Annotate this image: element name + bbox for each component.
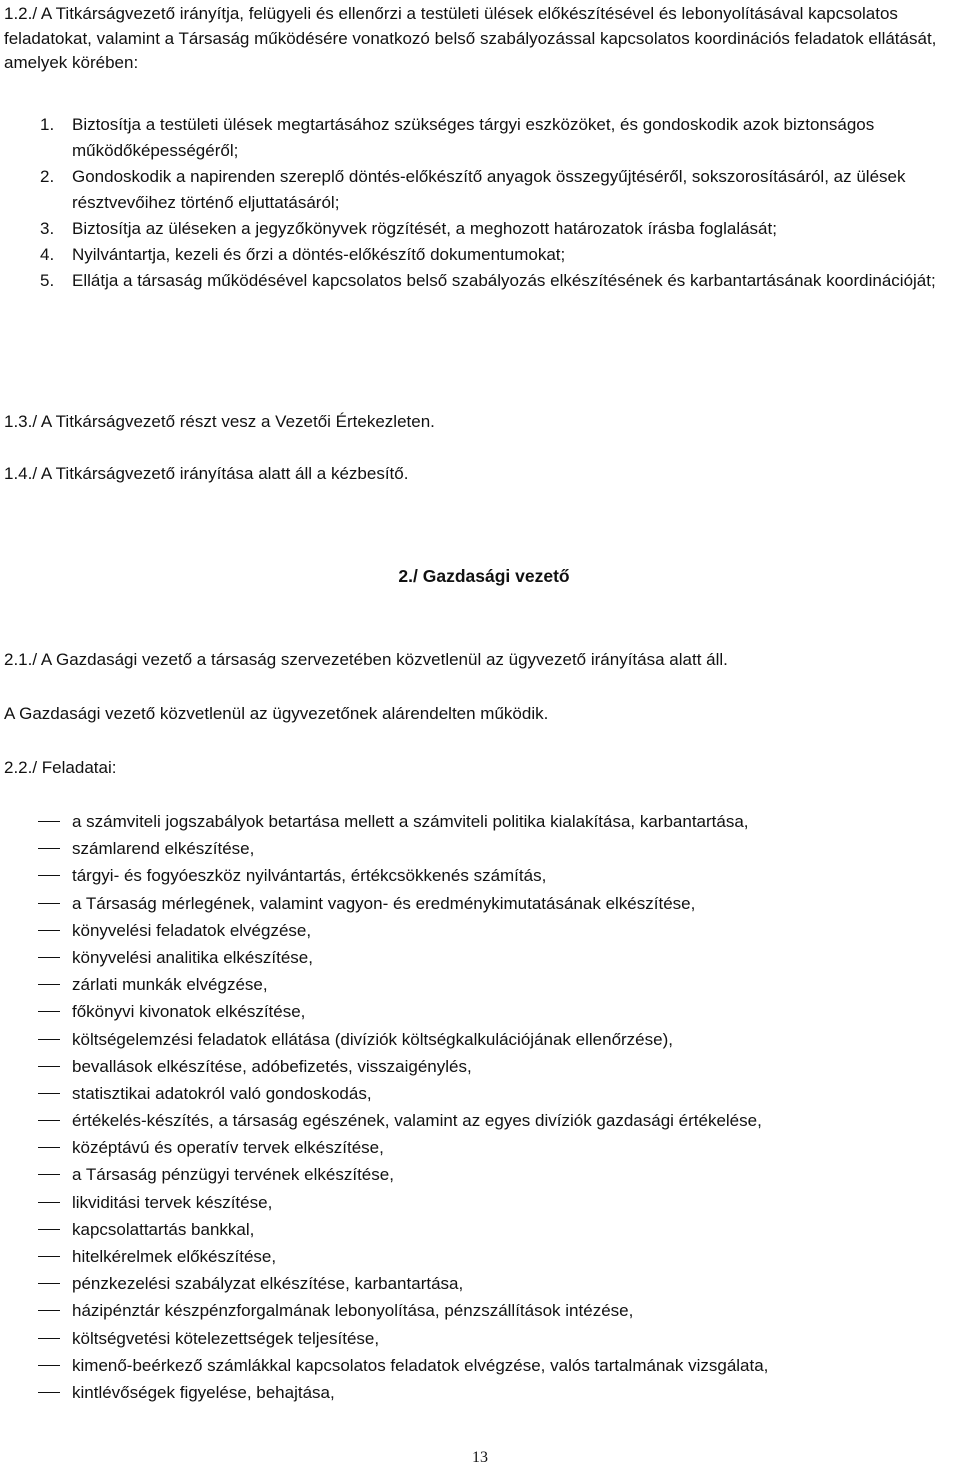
dash-bullet-icon [38,1147,60,1148]
list-item [38,917,952,944]
list-item [38,890,952,917]
list-item-text: könyvelési feladatok elvégzése, [72,920,312,940]
list-item-text: statisztikai adatokról való gondoskodás, [72,1083,372,1103]
section-2-1-subordination-paragraph: A Gazdasági vezető közvetlenül az ügyvezetőnek alárendelten működik. [4,704,549,723]
list-item [38,1243,952,1270]
list-item-number: 3. [40,219,55,238]
section-2-heading: 2./ Gazdasági vezető [398,566,570,586]
list-item [38,998,952,1025]
dash-bullet-icon [38,1338,60,1339]
list-item-text: hitelkérelmek előkészítése, [72,1247,277,1266]
list-item-text: pénzkezelési szabályzat elkészítése, karbantartása, [72,1274,464,1294]
dash-bullet-icon [38,821,60,822]
list-item-text: Gondoskodik a napirenden szereplő döntés-előkészítő anyagok összegyűjtéséről, sokszorosításáról, az ülések résztvevőihez történő eljuttatásáról; [72,167,906,212]
list-item [38,1352,952,1379]
list-item-text: kintlévőségek figyelése, behajtása, [72,1382,335,1402]
list-item [38,1026,952,1053]
list-item [38,1270,952,1297]
list-item-text: zárlati munkák elvégzése, [72,975,268,995]
list-item [38,1325,952,1352]
numbered-task-list [40,112,950,294]
dash-bullet-icon [38,1202,60,1203]
dash-bullet-icon [38,1039,60,1040]
list-item [40,268,950,294]
list-item-text: középtávú és operatív tervek elkészítése, [72,1138,384,1158]
section-1-4-paragraph: 1.4./ A Titkárságvezető irányítása alatt áll a kézbesítő. [4,464,409,483]
dash-bullet-icon [38,1229,60,1230]
list-item [38,1161,952,1188]
list-item [38,862,952,889]
list-item [38,1216,952,1243]
dash-bullet-icon [38,1093,60,1094]
list-item-number: 5. [40,271,55,290]
list-item-number: 1. [40,115,55,134]
list-item [38,1297,952,1324]
dash-bullet-icon [38,1283,60,1284]
list-item-text: főkönyvi kivonatok elkészítése, [72,1002,306,1022]
list-item-text: házipénztár készpénzforgalmának lebonyolítása, pénzszállítások intézése, [72,1301,634,1321]
list-item [38,1189,952,1216]
list-item-text: költségelemzési feladatok ellátása (divíziók költségkalkulációjának ellenőrzése), [72,1029,673,1049]
page-number: 13 [472,1449,488,1466]
list-item-text: tárgyi- és fogyóeszköz nyilvántartás, értékcsökkenés számítás, [72,866,547,886]
list-item-text: likviditási tervek készítése, [72,1192,273,1212]
list-item [40,164,950,216]
dash-bullet-icon [38,1066,60,1067]
dash-bullet-icon [38,1310,60,1311]
list-item [40,242,950,268]
section-1-3-paragraph: 1.3./ A Titkárságvezető részt vesz a Vezetői Értekezleten. [4,412,435,431]
dash-bullet-icon [38,1011,60,1012]
list-item-text: Biztosítja az üléseken a jegyzőkönyvek rögzítését, a meghozott határozatok írásba foglalását; [72,219,777,238]
list-item-text: értékelés-készítés, a társaság egészének, valamint az egyes divíziók gazdasági értékelése, [72,1111,762,1131]
list-item [38,971,952,998]
dash-bullet-icon [38,875,60,876]
list-item [40,216,950,242]
section-1-2-paragraph: 1.2./ A Titkárságvezető irányítja, felügyeli és ellenőrzi a testületi ülések előkészítésével és lebonyolításával kapcsolatos feladatokat, valamint a Társaság működésére vonatkozó belső szabályozással kapcsolatos koordinációs feladatok ellátását, amelyek körében: [4,4,937,72]
list-item-text: számlarend elkészítése, [72,839,255,859]
list-item-text: kimenő-beérkező számlákkal kapcsolatos feladatok elvégzése, valós tartalmának vizsgálata, [72,1355,769,1375]
section-2-1-paragraph: 2.1./ A Gazdasági vezető a társaság szervezetében közvetlenül az ügyvezető irányítása alatt áll. [4,650,728,669]
dash-bullet-icon [38,1256,60,1257]
list-item [38,1379,952,1406]
dash-bullet-icon [38,848,60,849]
list-item [38,808,952,835]
list-item [40,112,950,164]
list-item-text: költségvetési kötelezettségek teljesítése, [72,1328,380,1348]
list-item [38,944,952,971]
section-2-2-label: 2.2./ Feladatai: [4,758,117,777]
list-item-text: a Társaság pénzügyi tervének elkészítése, [72,1165,394,1185]
list-item [38,1053,952,1080]
list-item [38,835,952,862]
list-item-text: Ellátja a társaság működésével kapcsolatos belső szabályozás elkészítésének és karbantartásának koordinációját; [72,271,936,290]
dash-bullet-icon [38,930,60,931]
dash-bullet-icon [38,1120,60,1121]
dash-bullet-icon [38,1365,60,1366]
dash-bullet-icon [38,1174,60,1175]
list-item-text: a számviteli jogszabályok betartása mellett a számviteli politika kialakítása, karbantartása, [72,812,749,831]
list-item-text: a Társaság mérlegének, valamint vagyon- és eredménykimutatásának elkészítése, [72,893,696,913]
dash-bullet-icon [38,1392,60,1393]
list-item [38,1080,952,1107]
list-item-text: könyvelési analitika elkészítése, [72,947,313,967]
dash-bullet-icon [38,903,60,904]
list-item [38,1134,952,1161]
list-item-number: 2. [40,167,55,186]
list-item-number: 4. [40,245,55,264]
dash-bullet-icon [38,957,60,958]
list-item [38,1107,952,1134]
dash-bullet-icon [38,984,60,985]
list-item-text: Biztosítja a testületi ülések megtartásához szükséges tárgyi eszközöket, és gondoskodik azok biztonságos működőképességéről; [72,115,875,160]
list-item-text: Nyilvántartja, kezeli és őrzi a döntés-előkészítő dokumentumokat; [72,245,566,264]
list-item-text: bevallások elkészítése, adóbefizetés, visszaigénylés, [72,1056,472,1076]
list-item-text: kapcsolattartás bankkal, [72,1219,255,1239]
duties-list [38,808,952,1406]
